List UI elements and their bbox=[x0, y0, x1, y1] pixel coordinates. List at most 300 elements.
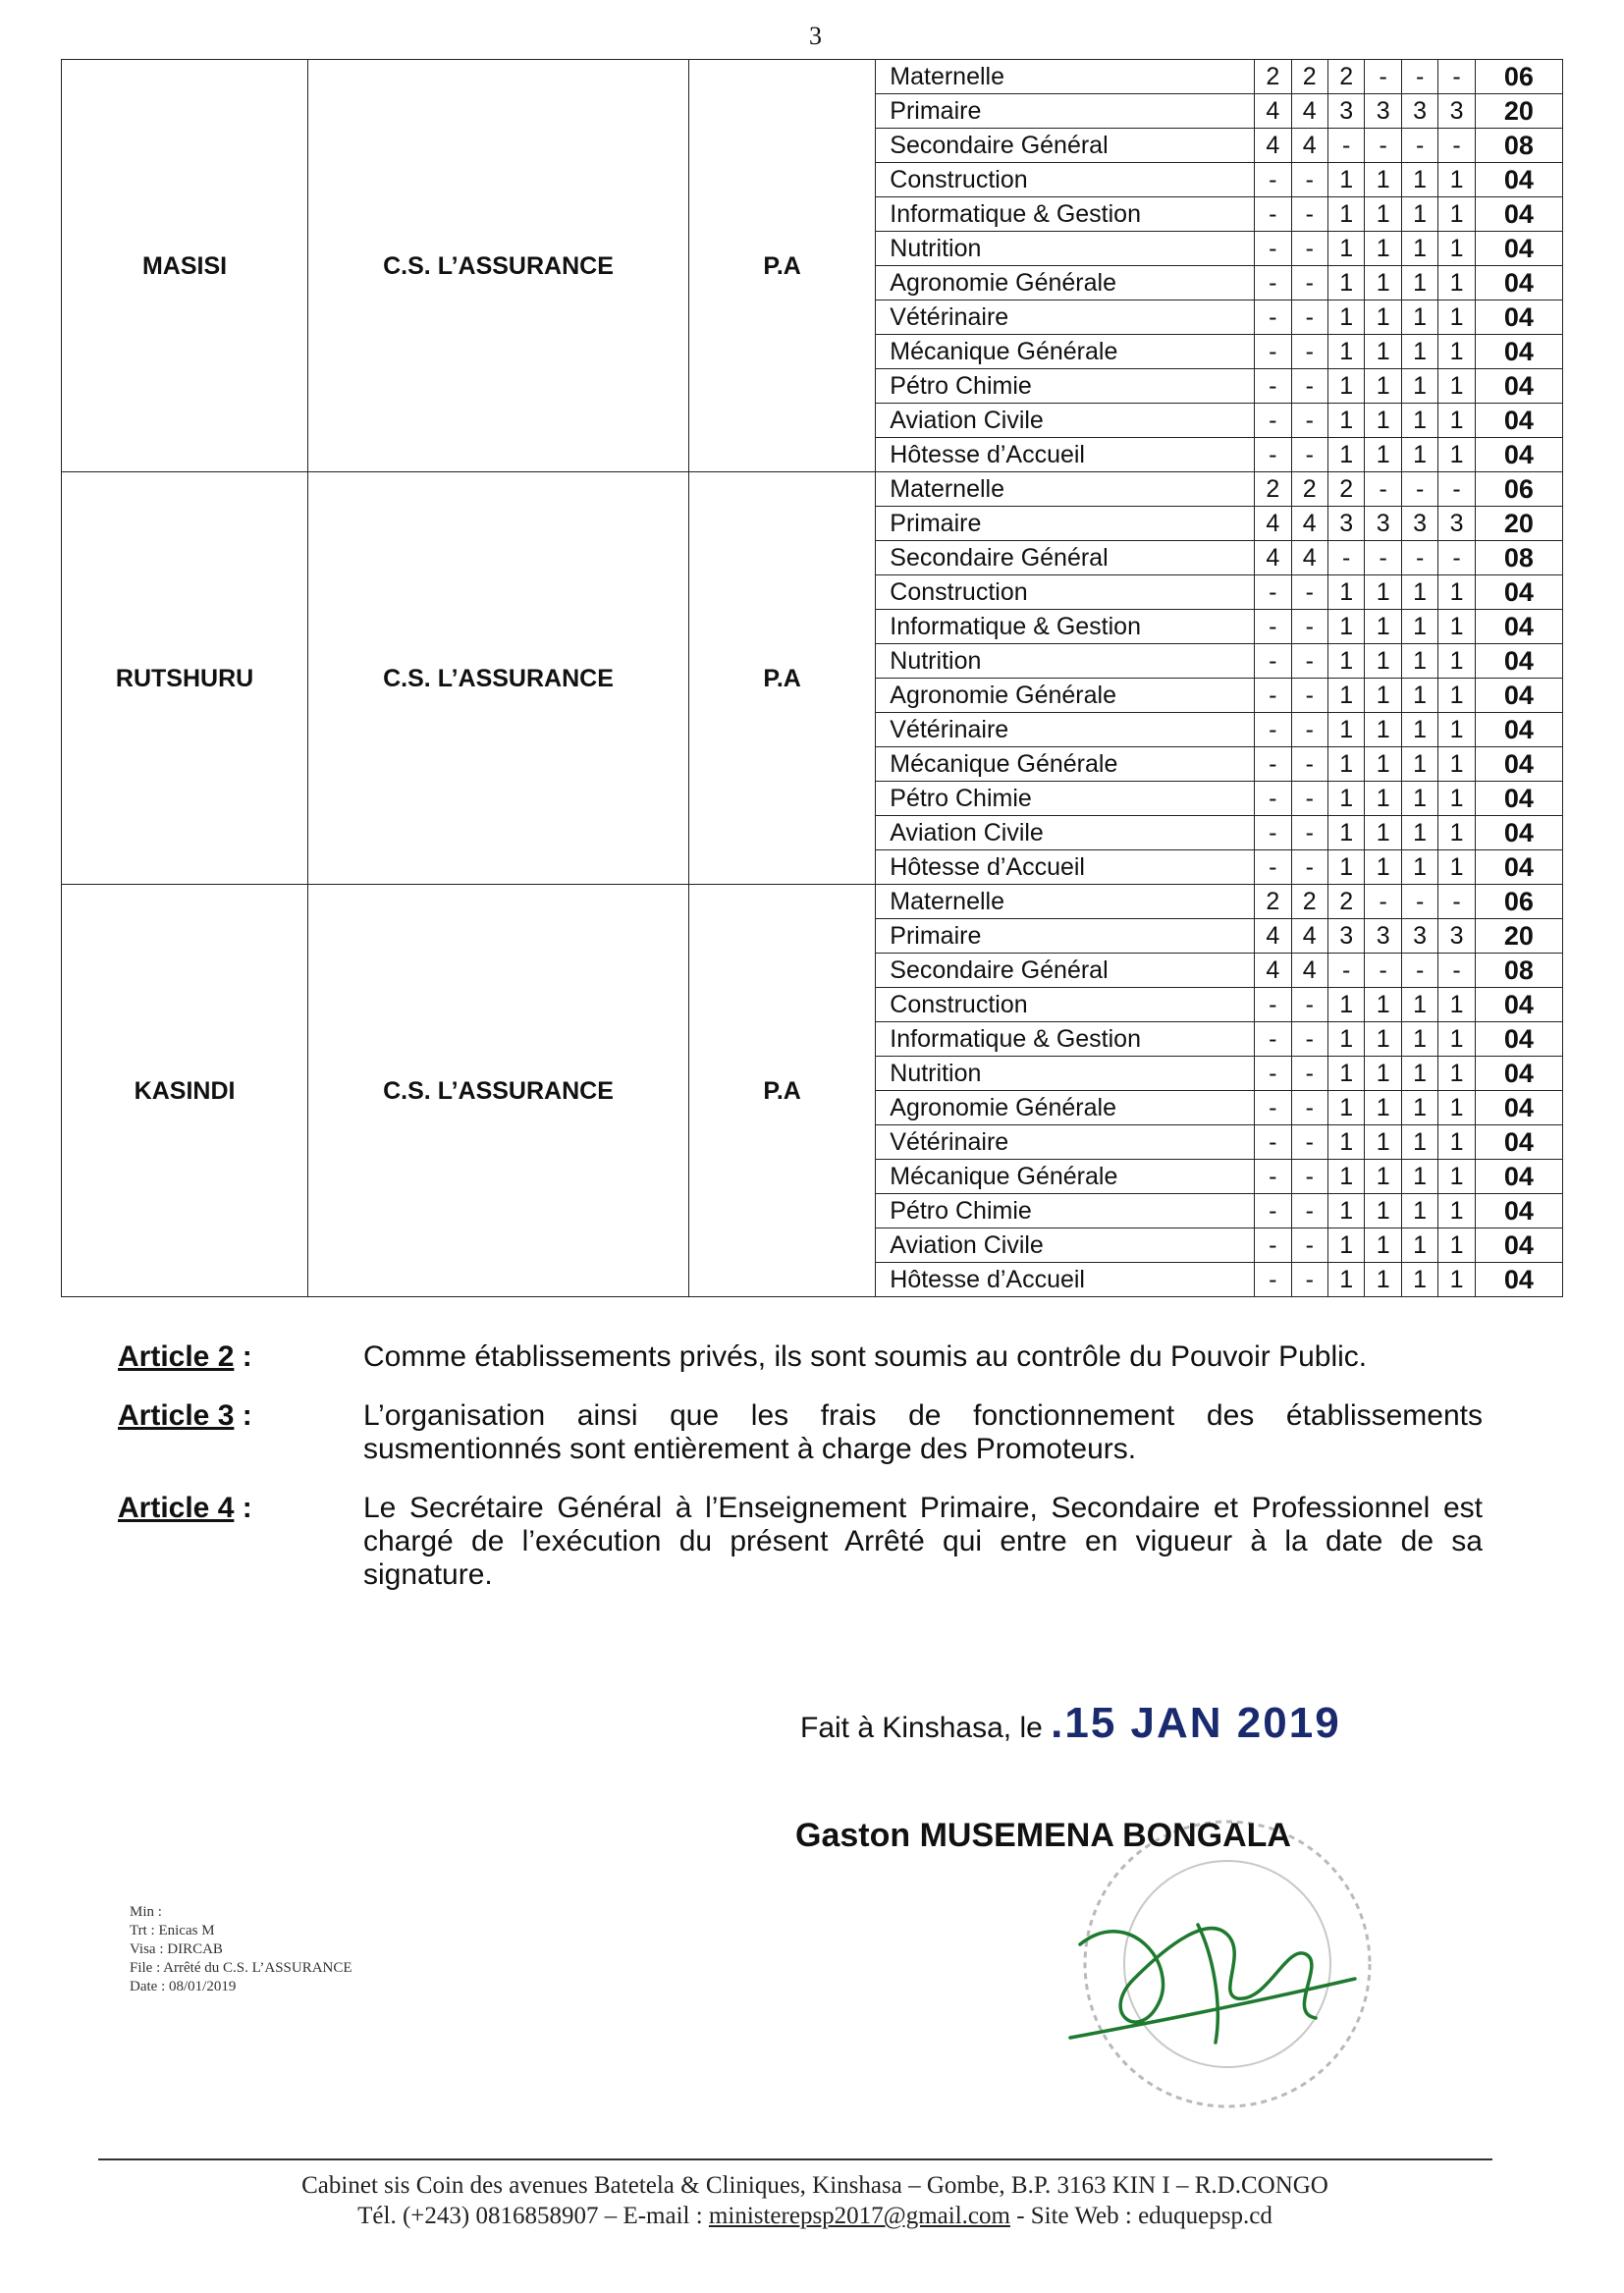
class-count-cell: 1 bbox=[1438, 850, 1475, 885]
class-count-cell: 3 bbox=[1365, 94, 1401, 129]
class-count-cell: 1 bbox=[1438, 1091, 1475, 1125]
total-cell: 04 bbox=[1475, 679, 1562, 713]
class-count-cell: 1 bbox=[1365, 300, 1401, 335]
class-count-cell: 1 bbox=[1327, 1125, 1364, 1160]
total-cell: 08 bbox=[1475, 954, 1562, 988]
class-count-cell: - bbox=[1255, 197, 1291, 232]
class-count-cell: - bbox=[1291, 988, 1327, 1022]
ref-file: File : Arrêté du C.S. L’ASSURANCE bbox=[130, 1960, 352, 1976]
class-count-cell: - bbox=[1291, 438, 1327, 472]
class-count-cell: 1 bbox=[1438, 713, 1475, 747]
class-count-cell: - bbox=[1291, 1228, 1327, 1263]
class-count-cell: 1 bbox=[1365, 335, 1401, 369]
class-count-cell: 1 bbox=[1401, 1125, 1437, 1160]
class-count-cell: - bbox=[1291, 163, 1327, 197]
total-cell: 04 bbox=[1475, 266, 1562, 300]
class-count-cell: 1 bbox=[1365, 232, 1401, 266]
class-count-cell: 1 bbox=[1365, 782, 1401, 816]
total-cell: 08 bbox=[1475, 541, 1562, 575]
class-count-cell: 1 bbox=[1438, 369, 1475, 404]
article-text: Le Secrétaire Général à l’Enseignement Primaire, Secondaire et Professionnel est chargé de l’exécution du présent Arrêté qui entre en vigueur à la date de sa signature. bbox=[363, 1492, 1483, 1591]
class-count-cell: - bbox=[1291, 1194, 1327, 1228]
total-cell: 04 bbox=[1475, 163, 1562, 197]
class-count-cell: 1 bbox=[1327, 713, 1364, 747]
class-count-cell: 3 bbox=[1438, 94, 1475, 129]
class-count-cell: 1 bbox=[1401, 335, 1437, 369]
class-count-cell: - bbox=[1291, 782, 1327, 816]
class-count-cell: 3 bbox=[1438, 919, 1475, 954]
filiere-cell: Secondaire Général bbox=[876, 954, 1255, 988]
filiere-cell: Pétro Chimie bbox=[876, 369, 1255, 404]
class-count-cell: - bbox=[1438, 885, 1475, 919]
total-cell: 04 bbox=[1475, 782, 1562, 816]
signature-scribble bbox=[1070, 1925, 1355, 2043]
class-count-cell: - bbox=[1291, 404, 1327, 438]
class-count-cell: 1 bbox=[1401, 438, 1437, 472]
status-cell: P.A bbox=[688, 885, 875, 1297]
class-count-cell: 1 bbox=[1401, 1091, 1437, 1125]
class-count-cell: 2 bbox=[1327, 472, 1364, 507]
class-count-cell: 1 bbox=[1401, 1160, 1437, 1194]
table-row bbox=[62, 472, 1563, 507]
reference-block bbox=[130, 1903, 352, 1996]
class-count-cell: 1 bbox=[1438, 575, 1475, 610]
filiere-cell: Construction bbox=[876, 575, 1255, 610]
footer-email-link[interactable]: ministerepsp2017@gmail.com bbox=[708, 2203, 1010, 2229]
class-count-cell: - bbox=[1401, 60, 1437, 94]
class-count-cell: 1 bbox=[1327, 1263, 1364, 1297]
class-count-cell: 1 bbox=[1438, 644, 1475, 679]
filiere-cell: Mécanique Générale bbox=[876, 747, 1255, 782]
class-count-cell: 3 bbox=[1401, 919, 1437, 954]
filiere-cell: Nutrition bbox=[876, 1057, 1255, 1091]
filiere-cell: Secondaire Général bbox=[876, 129, 1255, 163]
class-count-cell: 2 bbox=[1291, 60, 1327, 94]
class-count-cell: 1 bbox=[1438, 300, 1475, 335]
filiere-cell: Aviation Civile bbox=[876, 816, 1255, 850]
class-count-cell: 3 bbox=[1401, 94, 1437, 129]
class-count-cell: 1 bbox=[1401, 1057, 1437, 1091]
school-cell: C.S. L’ASSURANCE bbox=[308, 60, 689, 472]
class-count-cell: - bbox=[1365, 954, 1401, 988]
filiere-cell: Aviation Civile bbox=[876, 404, 1255, 438]
class-count-cell: 1 bbox=[1401, 782, 1437, 816]
class-count-cell: 1 bbox=[1401, 610, 1437, 644]
class-count-cell: - bbox=[1255, 1091, 1291, 1125]
total-cell: 04 bbox=[1475, 575, 1562, 610]
class-count-cell: 1 bbox=[1438, 266, 1475, 300]
class-count-cell: 3 bbox=[1327, 919, 1364, 954]
place-cell: RUTSHURU bbox=[62, 472, 308, 885]
class-count-cell: 1 bbox=[1327, 404, 1364, 438]
place-cell: MASISI bbox=[62, 60, 308, 472]
total-cell: 04 bbox=[1475, 1194, 1562, 1228]
class-count-cell: 4 bbox=[1255, 541, 1291, 575]
class-count-cell: - bbox=[1291, 713, 1327, 747]
class-count-cell: 4 bbox=[1255, 919, 1291, 954]
filiere-cell: Hôtesse d’Accueil bbox=[876, 1263, 1255, 1297]
class-count-cell: 1 bbox=[1365, 1022, 1401, 1057]
filiere-cell: Mécanique Générale bbox=[876, 1160, 1255, 1194]
class-count-cell: 3 bbox=[1365, 919, 1401, 954]
articles-section bbox=[118, 1340, 1483, 1617]
class-count-cell: - bbox=[1365, 472, 1401, 507]
class-count-cell: 1 bbox=[1327, 163, 1364, 197]
class-count-cell: 1 bbox=[1365, 369, 1401, 404]
class-count-cell: - bbox=[1255, 988, 1291, 1022]
class-count-cell: 1 bbox=[1438, 816, 1475, 850]
total-cell: 06 bbox=[1475, 472, 1562, 507]
class-count-cell: - bbox=[1291, 335, 1327, 369]
total-cell: 04 bbox=[1475, 850, 1562, 885]
filiere-cell: Pétro Chimie bbox=[876, 1194, 1255, 1228]
total-cell: 06 bbox=[1475, 60, 1562, 94]
filiere-cell: Nutrition bbox=[876, 644, 1255, 679]
class-count-cell: 4 bbox=[1255, 94, 1291, 129]
article-2: Article 2 : Comme établissements privés, ils sont soumis au contrôle du Pouvoir Public. bbox=[118, 1340, 1483, 1374]
class-count-cell: - bbox=[1291, 747, 1327, 782]
total-cell: 08 bbox=[1475, 129, 1562, 163]
class-count-cell: - bbox=[1291, 232, 1327, 266]
total-cell: 04 bbox=[1475, 1263, 1562, 1297]
class-count-cell: 3 bbox=[1365, 507, 1401, 541]
class-count-cell: 1 bbox=[1327, 197, 1364, 232]
filiere-cell: Informatique & Gestion bbox=[876, 197, 1255, 232]
class-count-cell: 1 bbox=[1401, 575, 1437, 610]
class-count-cell: 1 bbox=[1401, 369, 1437, 404]
class-count-cell: 1 bbox=[1365, 1160, 1401, 1194]
signatory-name: Gaston MUSEMENA BONGALA bbox=[795, 1817, 1291, 1854]
class-count-cell: - bbox=[1255, 438, 1291, 472]
class-count-cell: 1 bbox=[1365, 404, 1401, 438]
class-count-cell: 1 bbox=[1365, 266, 1401, 300]
class-count-cell: 1 bbox=[1365, 163, 1401, 197]
class-count-cell: 2 bbox=[1255, 472, 1291, 507]
class-count-cell: 1 bbox=[1327, 438, 1364, 472]
class-count-cell: 1 bbox=[1438, 782, 1475, 816]
class-count-cell: - bbox=[1255, 1228, 1291, 1263]
total-cell: 04 bbox=[1475, 1125, 1562, 1160]
class-count-cell: 1 bbox=[1401, 816, 1437, 850]
class-count-cell: 1 bbox=[1327, 1057, 1364, 1091]
class-count-cell: - bbox=[1401, 129, 1437, 163]
class-count-cell: - bbox=[1255, 300, 1291, 335]
schools-table bbox=[61, 59, 1563, 1297]
class-count-cell: 3 bbox=[1327, 507, 1364, 541]
total-cell: 04 bbox=[1475, 335, 1562, 369]
filiere-cell: Agronomie Générale bbox=[876, 266, 1255, 300]
total-cell: 04 bbox=[1475, 644, 1562, 679]
school-cell: C.S. L’ASSURANCE bbox=[308, 885, 689, 1297]
filiere-cell: Secondaire Général bbox=[876, 541, 1255, 575]
page-number: 3 bbox=[809, 22, 822, 50]
filiere-cell: Agronomie Générale bbox=[876, 1091, 1255, 1125]
class-count-cell: 2 bbox=[1327, 885, 1364, 919]
class-count-cell: 1 bbox=[1365, 610, 1401, 644]
filiere-cell: Hôtesse d’Accueil bbox=[876, 438, 1255, 472]
class-count-cell: 1 bbox=[1438, 747, 1475, 782]
filiere-cell: Primaire bbox=[876, 919, 1255, 954]
class-count-cell: 1 bbox=[1365, 850, 1401, 885]
footer-divider bbox=[98, 2158, 1492, 2160]
total-cell: 20 bbox=[1475, 94, 1562, 129]
class-count-cell: - bbox=[1255, 816, 1291, 850]
class-count-cell: - bbox=[1255, 575, 1291, 610]
article-label: Article 4 bbox=[118, 1492, 235, 1524]
class-count-cell: - bbox=[1291, 679, 1327, 713]
status-cell: P.A bbox=[688, 472, 875, 885]
class-count-cell: 1 bbox=[1327, 644, 1364, 679]
class-count-cell: 1 bbox=[1438, 232, 1475, 266]
class-count-cell: - bbox=[1291, 1125, 1327, 1160]
class-count-cell: - bbox=[1255, 163, 1291, 197]
class-count-cell: - bbox=[1291, 1263, 1327, 1297]
class-count-cell: - bbox=[1291, 575, 1327, 610]
article-4: Article 4 : Le Secrétaire Général à l’Enseignement Primaire, Secondaire et Professionnel est chargé de l’exécution du présent Arrêté qui entre en vigueur à la date de sa signature. bbox=[118, 1492, 1483, 1591]
class-count-cell: - bbox=[1291, 816, 1327, 850]
article-label: Article 2 bbox=[118, 1340, 235, 1373]
total-cell: 04 bbox=[1475, 232, 1562, 266]
class-count-cell: 1 bbox=[1438, 1263, 1475, 1297]
total-cell: 04 bbox=[1475, 1091, 1562, 1125]
class-count-cell: 1 bbox=[1327, 369, 1364, 404]
class-count-cell: - bbox=[1438, 472, 1475, 507]
class-count-cell: - bbox=[1255, 404, 1291, 438]
filiere-cell: Construction bbox=[876, 163, 1255, 197]
class-count-cell: 2 bbox=[1255, 885, 1291, 919]
class-count-cell: - bbox=[1291, 1160, 1327, 1194]
article-text: L’organisation ainsi que les frais de fonctionnement des établissements susmentionnés sont entièrement à charge des Promoteurs. bbox=[363, 1399, 1483, 1465]
class-count-cell: 1 bbox=[1365, 644, 1401, 679]
class-count-cell: 3 bbox=[1327, 94, 1364, 129]
total-cell: 04 bbox=[1475, 747, 1562, 782]
class-count-cell: 4 bbox=[1291, 954, 1327, 988]
total-cell: 04 bbox=[1475, 1160, 1562, 1194]
class-count-cell: 1 bbox=[1365, 1091, 1401, 1125]
class-count-cell: 1 bbox=[1401, 300, 1437, 335]
class-count-cell: 1 bbox=[1401, 850, 1437, 885]
class-count-cell: 1 bbox=[1401, 232, 1437, 266]
class-count-cell: 2 bbox=[1291, 885, 1327, 919]
class-count-cell: - bbox=[1327, 954, 1364, 988]
class-count-cell: 1 bbox=[1438, 1194, 1475, 1228]
class-count-cell: 4 bbox=[1291, 919, 1327, 954]
total-cell: 04 bbox=[1475, 1057, 1562, 1091]
class-count-cell: - bbox=[1365, 60, 1401, 94]
ref-min: Min : bbox=[130, 1904, 162, 1920]
class-count-cell: 1 bbox=[1365, 438, 1401, 472]
filiere-cell: Aviation Civile bbox=[876, 1228, 1255, 1263]
class-count-cell: 4 bbox=[1255, 954, 1291, 988]
date-stamp: .15 JAN 2019 bbox=[1051, 1699, 1341, 1747]
class-count-cell: - bbox=[1255, 1160, 1291, 1194]
total-cell: 20 bbox=[1475, 919, 1562, 954]
class-count-cell: 1 bbox=[1438, 1057, 1475, 1091]
class-count-cell: 1 bbox=[1365, 1263, 1401, 1297]
class-count-cell: - bbox=[1255, 610, 1291, 644]
filiere-cell: Primaire bbox=[876, 94, 1255, 129]
filiere-cell: Nutrition bbox=[876, 232, 1255, 266]
class-count-cell: 1 bbox=[1327, 575, 1364, 610]
class-count-cell: 1 bbox=[1327, 816, 1364, 850]
total-cell: 06 bbox=[1475, 885, 1562, 919]
class-count-cell: - bbox=[1291, 1057, 1327, 1091]
class-count-cell: - bbox=[1401, 472, 1437, 507]
class-count-cell: 1 bbox=[1365, 1057, 1401, 1091]
class-count-cell: - bbox=[1401, 954, 1437, 988]
total-cell: 04 bbox=[1475, 369, 1562, 404]
ref-date: Date : 08/01/2019 bbox=[130, 1979, 237, 1994]
class-count-cell: 1 bbox=[1365, 713, 1401, 747]
class-count-cell: - bbox=[1365, 541, 1401, 575]
class-count-cell: - bbox=[1438, 60, 1475, 94]
class-count-cell: 1 bbox=[1438, 438, 1475, 472]
class-count-cell: - bbox=[1255, 782, 1291, 816]
class-count-cell: 3 bbox=[1438, 507, 1475, 541]
class-count-cell: 1 bbox=[1401, 988, 1437, 1022]
total-cell: 04 bbox=[1475, 300, 1562, 335]
class-count-cell: 1 bbox=[1401, 1022, 1437, 1057]
class-count-cell: 1 bbox=[1327, 232, 1364, 266]
class-count-cell: 1 bbox=[1401, 679, 1437, 713]
class-count-cell: - bbox=[1255, 1125, 1291, 1160]
total-cell: 04 bbox=[1475, 610, 1562, 644]
status-cell: P.A bbox=[688, 60, 875, 472]
class-count-cell: - bbox=[1291, 369, 1327, 404]
class-count-cell: 1 bbox=[1327, 782, 1364, 816]
seal-outer-ring bbox=[1085, 1822, 1370, 2106]
class-count-cell: 1 bbox=[1365, 816, 1401, 850]
filiere-cell: Primaire bbox=[876, 507, 1255, 541]
class-count-cell: - bbox=[1365, 885, 1401, 919]
class-count-cell: - bbox=[1291, 266, 1327, 300]
table-row bbox=[62, 60, 1563, 94]
class-count-cell: - bbox=[1327, 541, 1364, 575]
class-count-cell: 1 bbox=[1365, 197, 1401, 232]
class-count-cell: 1 bbox=[1365, 1194, 1401, 1228]
class-count-cell: 4 bbox=[1255, 507, 1291, 541]
class-count-cell: - bbox=[1255, 747, 1291, 782]
total-cell: 04 bbox=[1475, 404, 1562, 438]
class-count-cell: 1 bbox=[1401, 1263, 1437, 1297]
class-count-cell: 1 bbox=[1401, 1194, 1437, 1228]
total-cell: 04 bbox=[1475, 816, 1562, 850]
filiere-cell: Maternelle bbox=[876, 885, 1255, 919]
filiere-cell: Construction bbox=[876, 988, 1255, 1022]
article-label: Article 3 bbox=[118, 1399, 235, 1432]
class-count-cell: - bbox=[1291, 644, 1327, 679]
class-count-cell: 1 bbox=[1365, 1125, 1401, 1160]
class-count-cell: - bbox=[1255, 1263, 1291, 1297]
class-count-cell: - bbox=[1255, 335, 1291, 369]
class-count-cell: 1 bbox=[1327, 266, 1364, 300]
class-count-cell: 1 bbox=[1401, 713, 1437, 747]
school-cell: C.S. L’ASSURANCE bbox=[308, 472, 689, 885]
class-count-cell: - bbox=[1291, 610, 1327, 644]
ref-visa: Visa : DIRCAB bbox=[130, 1941, 223, 1957]
class-count-cell: 1 bbox=[1438, 335, 1475, 369]
class-count-cell: - bbox=[1291, 1022, 1327, 1057]
seal-inner-ring bbox=[1124, 1861, 1330, 2067]
filiere-cell: Pétro Chimie bbox=[876, 782, 1255, 816]
class-count-cell: 4 bbox=[1255, 129, 1291, 163]
class-count-cell: 1 bbox=[1438, 1228, 1475, 1263]
class-count-cell: 1 bbox=[1365, 988, 1401, 1022]
class-count-cell: - bbox=[1255, 679, 1291, 713]
filiere-cell: Vétérinaire bbox=[876, 1125, 1255, 1160]
class-count-cell: - bbox=[1255, 1057, 1291, 1091]
total-cell: 20 bbox=[1475, 507, 1562, 541]
class-count-cell: 1 bbox=[1401, 163, 1437, 197]
class-count-cell: 1 bbox=[1438, 197, 1475, 232]
filiere-cell: Vétérinaire bbox=[876, 713, 1255, 747]
total-cell: 04 bbox=[1475, 197, 1562, 232]
class-count-cell: 1 bbox=[1327, 850, 1364, 885]
class-count-cell: 1 bbox=[1327, 300, 1364, 335]
class-count-cell: 1 bbox=[1365, 679, 1401, 713]
class-count-cell: 1 bbox=[1327, 1194, 1364, 1228]
class-count-cell: 1 bbox=[1327, 679, 1364, 713]
class-count-cell: 1 bbox=[1327, 988, 1364, 1022]
class-count-cell: - bbox=[1255, 266, 1291, 300]
class-count-cell: 1 bbox=[1327, 747, 1364, 782]
class-count-cell: 1 bbox=[1327, 335, 1364, 369]
class-count-cell: - bbox=[1438, 541, 1475, 575]
total-cell: 04 bbox=[1475, 988, 1562, 1022]
class-count-cell: 4 bbox=[1291, 507, 1327, 541]
class-count-cell: - bbox=[1255, 1194, 1291, 1228]
class-count-cell: - bbox=[1438, 954, 1475, 988]
total-cell: 04 bbox=[1475, 1228, 1562, 1263]
class-count-cell: 1 bbox=[1438, 610, 1475, 644]
class-count-cell: 1 bbox=[1401, 404, 1437, 438]
filiere-cell: Vétérinaire bbox=[876, 300, 1255, 335]
class-count-cell: 1 bbox=[1401, 197, 1437, 232]
class-count-cell: 1 bbox=[1438, 1125, 1475, 1160]
class-count-cell: - bbox=[1401, 885, 1437, 919]
filiere-cell: Maternelle bbox=[876, 60, 1255, 94]
class-count-cell: - bbox=[1255, 369, 1291, 404]
filiere-cell: Informatique & Gestion bbox=[876, 610, 1255, 644]
class-count-cell: 1 bbox=[1438, 988, 1475, 1022]
article-text: Comme établissements privés, ils sont soumis au contrôle du Pouvoir Public. bbox=[363, 1340, 1368, 1373]
footer bbox=[137, 2170, 1492, 2231]
class-count-cell: 1 bbox=[1327, 610, 1364, 644]
class-count-cell: 4 bbox=[1291, 129, 1327, 163]
class-count-cell: - bbox=[1291, 300, 1327, 335]
class-count-cell: 4 bbox=[1291, 541, 1327, 575]
class-count-cell: - bbox=[1438, 129, 1475, 163]
class-count-cell: - bbox=[1255, 850, 1291, 885]
class-count-cell: 2 bbox=[1327, 60, 1364, 94]
class-count-cell: 1 bbox=[1438, 1022, 1475, 1057]
class-count-cell: 1 bbox=[1438, 679, 1475, 713]
class-count-cell: 1 bbox=[1401, 747, 1437, 782]
footer-address: Cabinet sis Coin des avenues Batetela & Cliniques, Kinshasa – Gombe, B.P. 3163 KIN I – R.D.CONGO bbox=[301, 2172, 1328, 2199]
class-count-cell: - bbox=[1255, 644, 1291, 679]
total-cell: 04 bbox=[1475, 713, 1562, 747]
class-count-cell: - bbox=[1291, 197, 1327, 232]
class-count-cell: 1 bbox=[1401, 1228, 1437, 1263]
article-3: Article 3 : L’organisation ainsi que les frais de fonctionnement des établissements susmentionnés sont entièrement à charge des Promoteurs. bbox=[118, 1399, 1483, 1465]
class-count-cell: - bbox=[1401, 541, 1437, 575]
class-count-cell: - bbox=[1291, 850, 1327, 885]
ref-trt: Trt : Enicas M bbox=[130, 1923, 215, 1938]
class-count-cell: 1 bbox=[1327, 1160, 1364, 1194]
class-count-cell: - bbox=[1365, 129, 1401, 163]
class-count-cell: - bbox=[1255, 232, 1291, 266]
class-count-cell: 1 bbox=[1327, 1228, 1364, 1263]
